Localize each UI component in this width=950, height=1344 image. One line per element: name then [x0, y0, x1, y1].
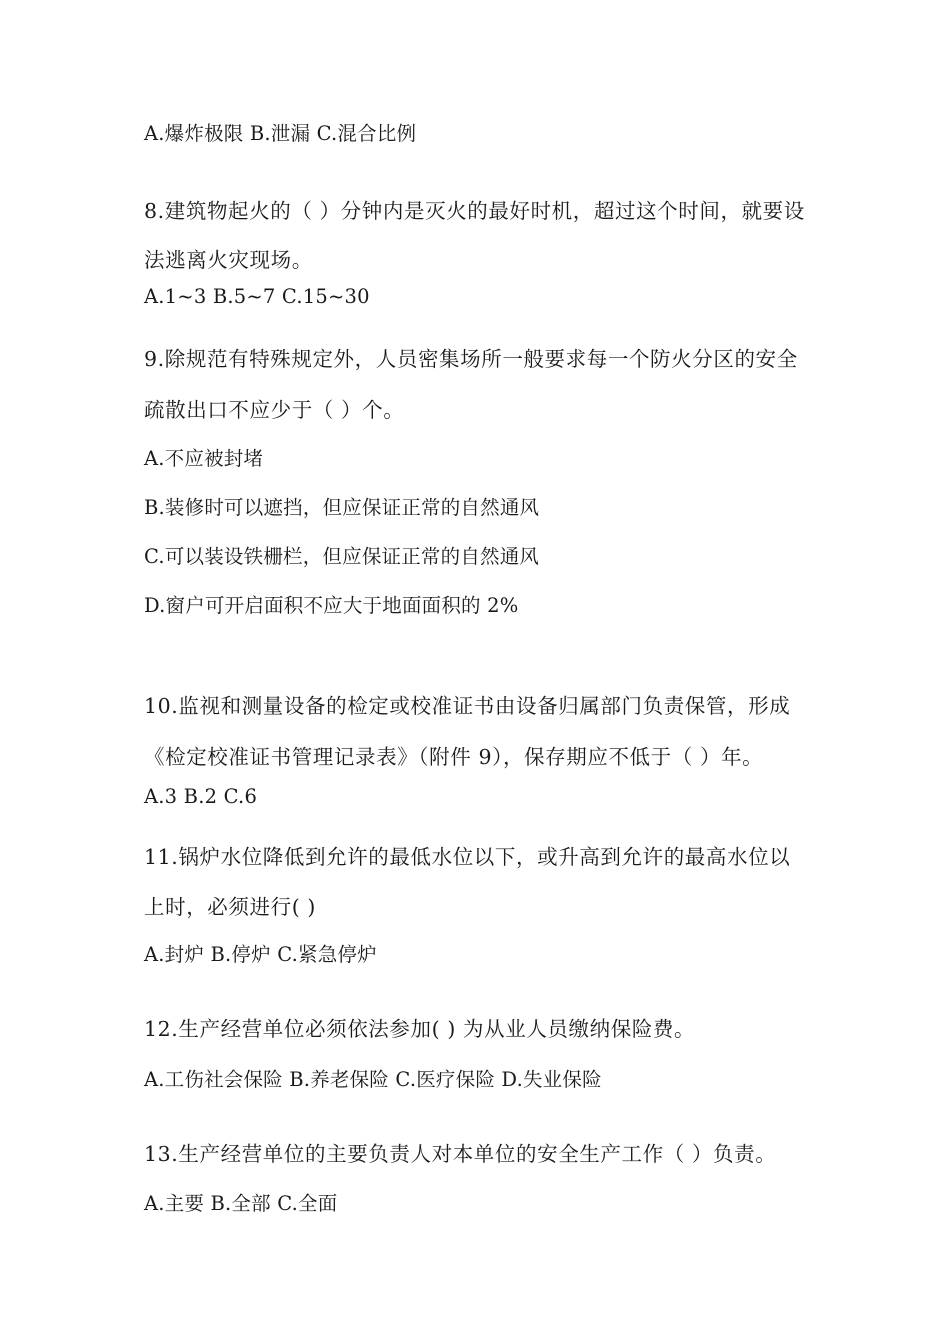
q10-text-line2: 《检定校准证书管理记录表》（附件 9），保存期应不低于（ ）年。	[144, 745, 764, 769]
q11-text-line2: 上时，必须进行( )	[144, 895, 317, 919]
q8-text-line2: 法逃离火灾现场。	[144, 248, 313, 272]
q9-option-d: D.窗户可开启面积不应大于地面面积的 2%	[144, 594, 519, 617]
q8-options: A.1~3 B.5~7 C.15~30	[144, 285, 370, 308]
q9-option-a: A.不应被封堵	[144, 447, 264, 470]
q8-text-line1: 8.建筑物起火的（ ）分钟内是灭火的最好时机，超过这个时间，就要设	[144, 199, 805, 223]
q9-option-c: C.可以装设铁栅栏，但应保证正常的自然通风	[144, 545, 540, 568]
q9-option-b: B.装修时可以遮挡，但应保证正常的自然通风	[144, 496, 540, 519]
q12-options: A.工伤社会保险 B.养老保险 C.医疗保险 D.失业保险	[144, 1068, 602, 1091]
q11-text-line1: 11.锅炉水位降低到允许的最低水位以下，或升高到允许的最高水位以	[144, 845, 791, 869]
q9-text-line2: 疏散出口不应少于（ ）个。	[144, 398, 405, 422]
q11-options: A.封炉 B.停炉 C.紧急停炉	[144, 943, 377, 966]
q10-options: A.3 B.2 C.6	[144, 785, 258, 808]
q9-text-line1: 9.除规范有特殊规定外，人员密集场所一般要求每一个防火分区的安全	[144, 347, 798, 371]
q7-options: A.爆炸极限 B.泄漏 C.混合比例	[144, 122, 417, 145]
q13-text: 13.生产经营单位的主要负责人对本单位的安全生产工作（ ）负责。	[144, 1142, 777, 1166]
q12-text: 12.生产经营单位必须依法参加( ) 为从业人员缴纳保险费。	[144, 1017, 696, 1041]
q13-options: A.主要 B.全部 C.全面	[144, 1192, 338, 1215]
q10-text-line1: 10.监视和测量设备的检定或校准证书由设备归属部门负责保管，形成	[144, 694, 791, 718]
